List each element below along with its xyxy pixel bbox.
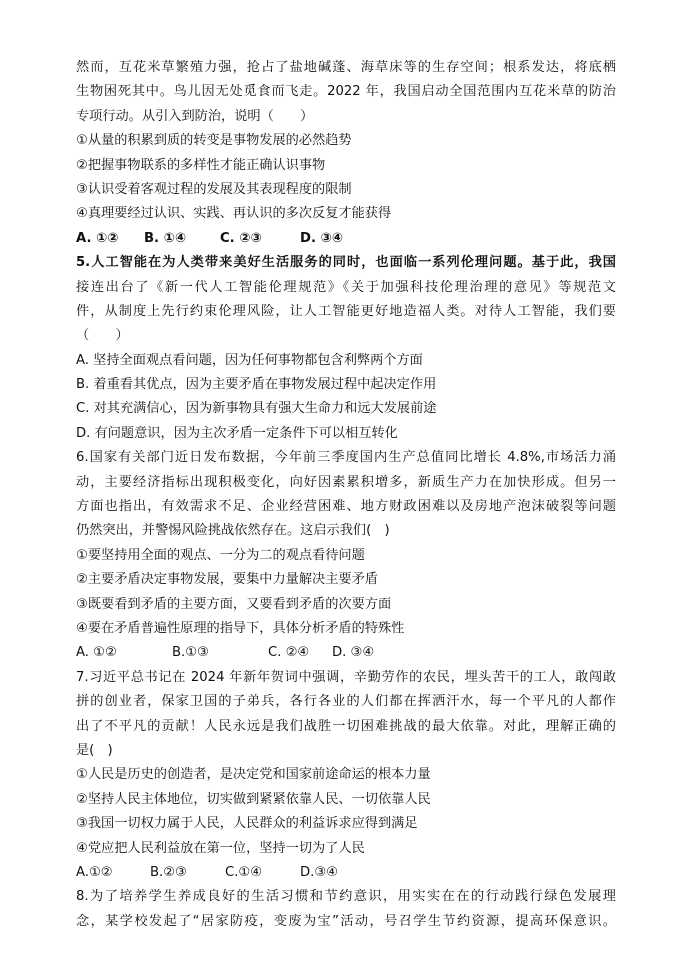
- q4-option-b: B. ①④: [144, 230, 186, 246]
- q5-stem-line-1: 5.人工智能在为人类带来美好生活服务的同时，也面临一系列伦理问题。基于此，我国: [76, 255, 616, 271]
- q6-option-c: C. ②④: [268, 645, 310, 661]
- q5-stem-line-3: 件，从制度上先行约束伦理风险，让人工智能更好地造福人类。对待人工智能，我们要: [76, 303, 616, 319]
- q6-stem-line-3: 方面也指出，有效需求不足、企业经营困难、地方财政困难以及房地产泡沫破裂等问题: [76, 499, 616, 515]
- q5-option-a: A. 坚持全面观点看问题，因为任何事物都包含利弊两个方面: [76, 352, 423, 368]
- q6-statement-4: ④要在矛盾普遍性原理的指导下，具体分析矛盾的特殊性: [76, 620, 405, 636]
- q7-statement-4: ④党应把人民利益放在第一位，坚持一切为了人民: [76, 840, 365, 856]
- q4-statement-3: ③认识受着客观过程的发展及其表现程度的限制: [76, 181, 352, 197]
- q6-statement-1: ①要坚持用全面的观点、一分为二的观点看待问题: [76, 547, 365, 563]
- q7-statement-1: ①人民是历史的创造者，是决定党和国家前途命运的根本力量: [76, 767, 431, 783]
- q4-option-c: C. ②③: [220, 230, 262, 246]
- q7-option-c: C.①④: [225, 864, 263, 880]
- q6-stem-line-4: 仍然突出，并警惕风险挑战依然存在。这启示我们( ): [76, 523, 390, 539]
- q5-option-d: D. 有问题意识，因为主次矛盾一定条件下可以相互转化: [76, 425, 398, 441]
- q6-option-b: B.①③: [172, 645, 209, 661]
- q4-statement-4: ④真理要经过认识、实践、再认识的多次反复才能获得: [76, 206, 392, 222]
- q7-stem-line-1: 7.习近平总书记在 2024 年新年贺词中强调，辛勤劳作的农民，埋头苦干的工人，敢闯敢: [76, 669, 616, 685]
- q4-stem-line-2: 生物困死其中。鸟儿因无处觅食而飞走。2022 年，我国启动全国范围内互花米草的防治: [76, 84, 616, 100]
- q5-option-c: C. 对其充满信心，因为新事物具有强大生命力和远大发展前途: [76, 401, 437, 417]
- q4-statement-2: ②把握事物联系的多样性才能正确认识事物: [76, 157, 326, 173]
- q6-statement-3: ③既要看到矛盾的主要方面，又要看到矛盾的次要方面: [76, 596, 392, 612]
- q8-stem-line-1: 8.为了培养学生养成良好的生活习惯和节约意识，用实实在在的行动践行绿色发展理: [76, 889, 616, 905]
- q7-statement-2: ②坚持人民主体地位，切实做到紧紧依靠人民、一切依靠人民: [76, 791, 431, 807]
- q7-option-b: B.②③: [150, 864, 187, 880]
- q4-stem-line-1: 然而，互花米草繁殖力强，抢占了盐地碱蓬、海草床等的生存空间；根系发达，将底栖: [76, 60, 616, 75]
- q4-statement-1: ①从量的积累到质的转变是事物发展的必然趋势: [76, 133, 352, 149]
- q6-statement-2: ②主要矛盾决定事物发展，要集中力量解决主要矛盾: [76, 572, 378, 588]
- q6-option-d: D. ③④: [332, 645, 375, 661]
- q4-stem-line-3: 专项行动。从引入到防治，说明（ ）: [76, 108, 314, 124]
- q8-stem-line-2: 念，某学校发起了“居家防疫，变废为宝”活动，号召学生节约资源，提高环保意识。: [76, 913, 616, 929]
- q4-option-d: D. ③④: [300, 230, 343, 246]
- q5-stem-line-4: （ ）: [76, 328, 129, 344]
- q7-stem-line-2: 拼的创业者，保家卫国的子弟兵，各行各业的人们都在挥洒汗水，每一个平凡的人都作: [76, 694, 616, 710]
- q7-stem-line-3: 出了不平凡的贡献！人民永远是我们战胜一切困难挑战的最大依靠。对此，理解正确的: [76, 718, 616, 734]
- exam-page: [76, 56, 616, 934]
- q7-option-a: A.①②: [76, 864, 113, 880]
- q5-stem-line-2: 接连出台了《新一代人工智能伦理规范》《关于加强科技伦理治理的意见》等规范文: [76, 279, 616, 295]
- q7-options: [76, 861, 616, 885]
- q6-options: [76, 641, 616, 665]
- q7-stem-line-4: 是( ): [76, 742, 113, 758]
- q6-stem-line-2: 动，主要经济指标出现积极变化，向好因素累积增多，新质生产力在加快形成。但另一: [76, 474, 616, 490]
- q7-option-d: D.③④: [300, 864, 338, 880]
- q4-option-a: A. ①②: [76, 230, 119, 246]
- q4-options: [76, 227, 616, 251]
- q6-option-a: A. ①②: [76, 645, 117, 661]
- q5-option-b: B. 着重看其优点，因为主要矛盾在事物发展过程中起决定作用: [76, 377, 437, 393]
- q6-stem-line-1: 6.国家有关部门近日发布数据，今年前三季度国内生产总值同比增长 4.8%,市场活力涌: [76, 450, 616, 466]
- q7-statement-3: ③我国一切权力属于人民，人民群众的利益诉求应得到满足: [76, 816, 418, 832]
